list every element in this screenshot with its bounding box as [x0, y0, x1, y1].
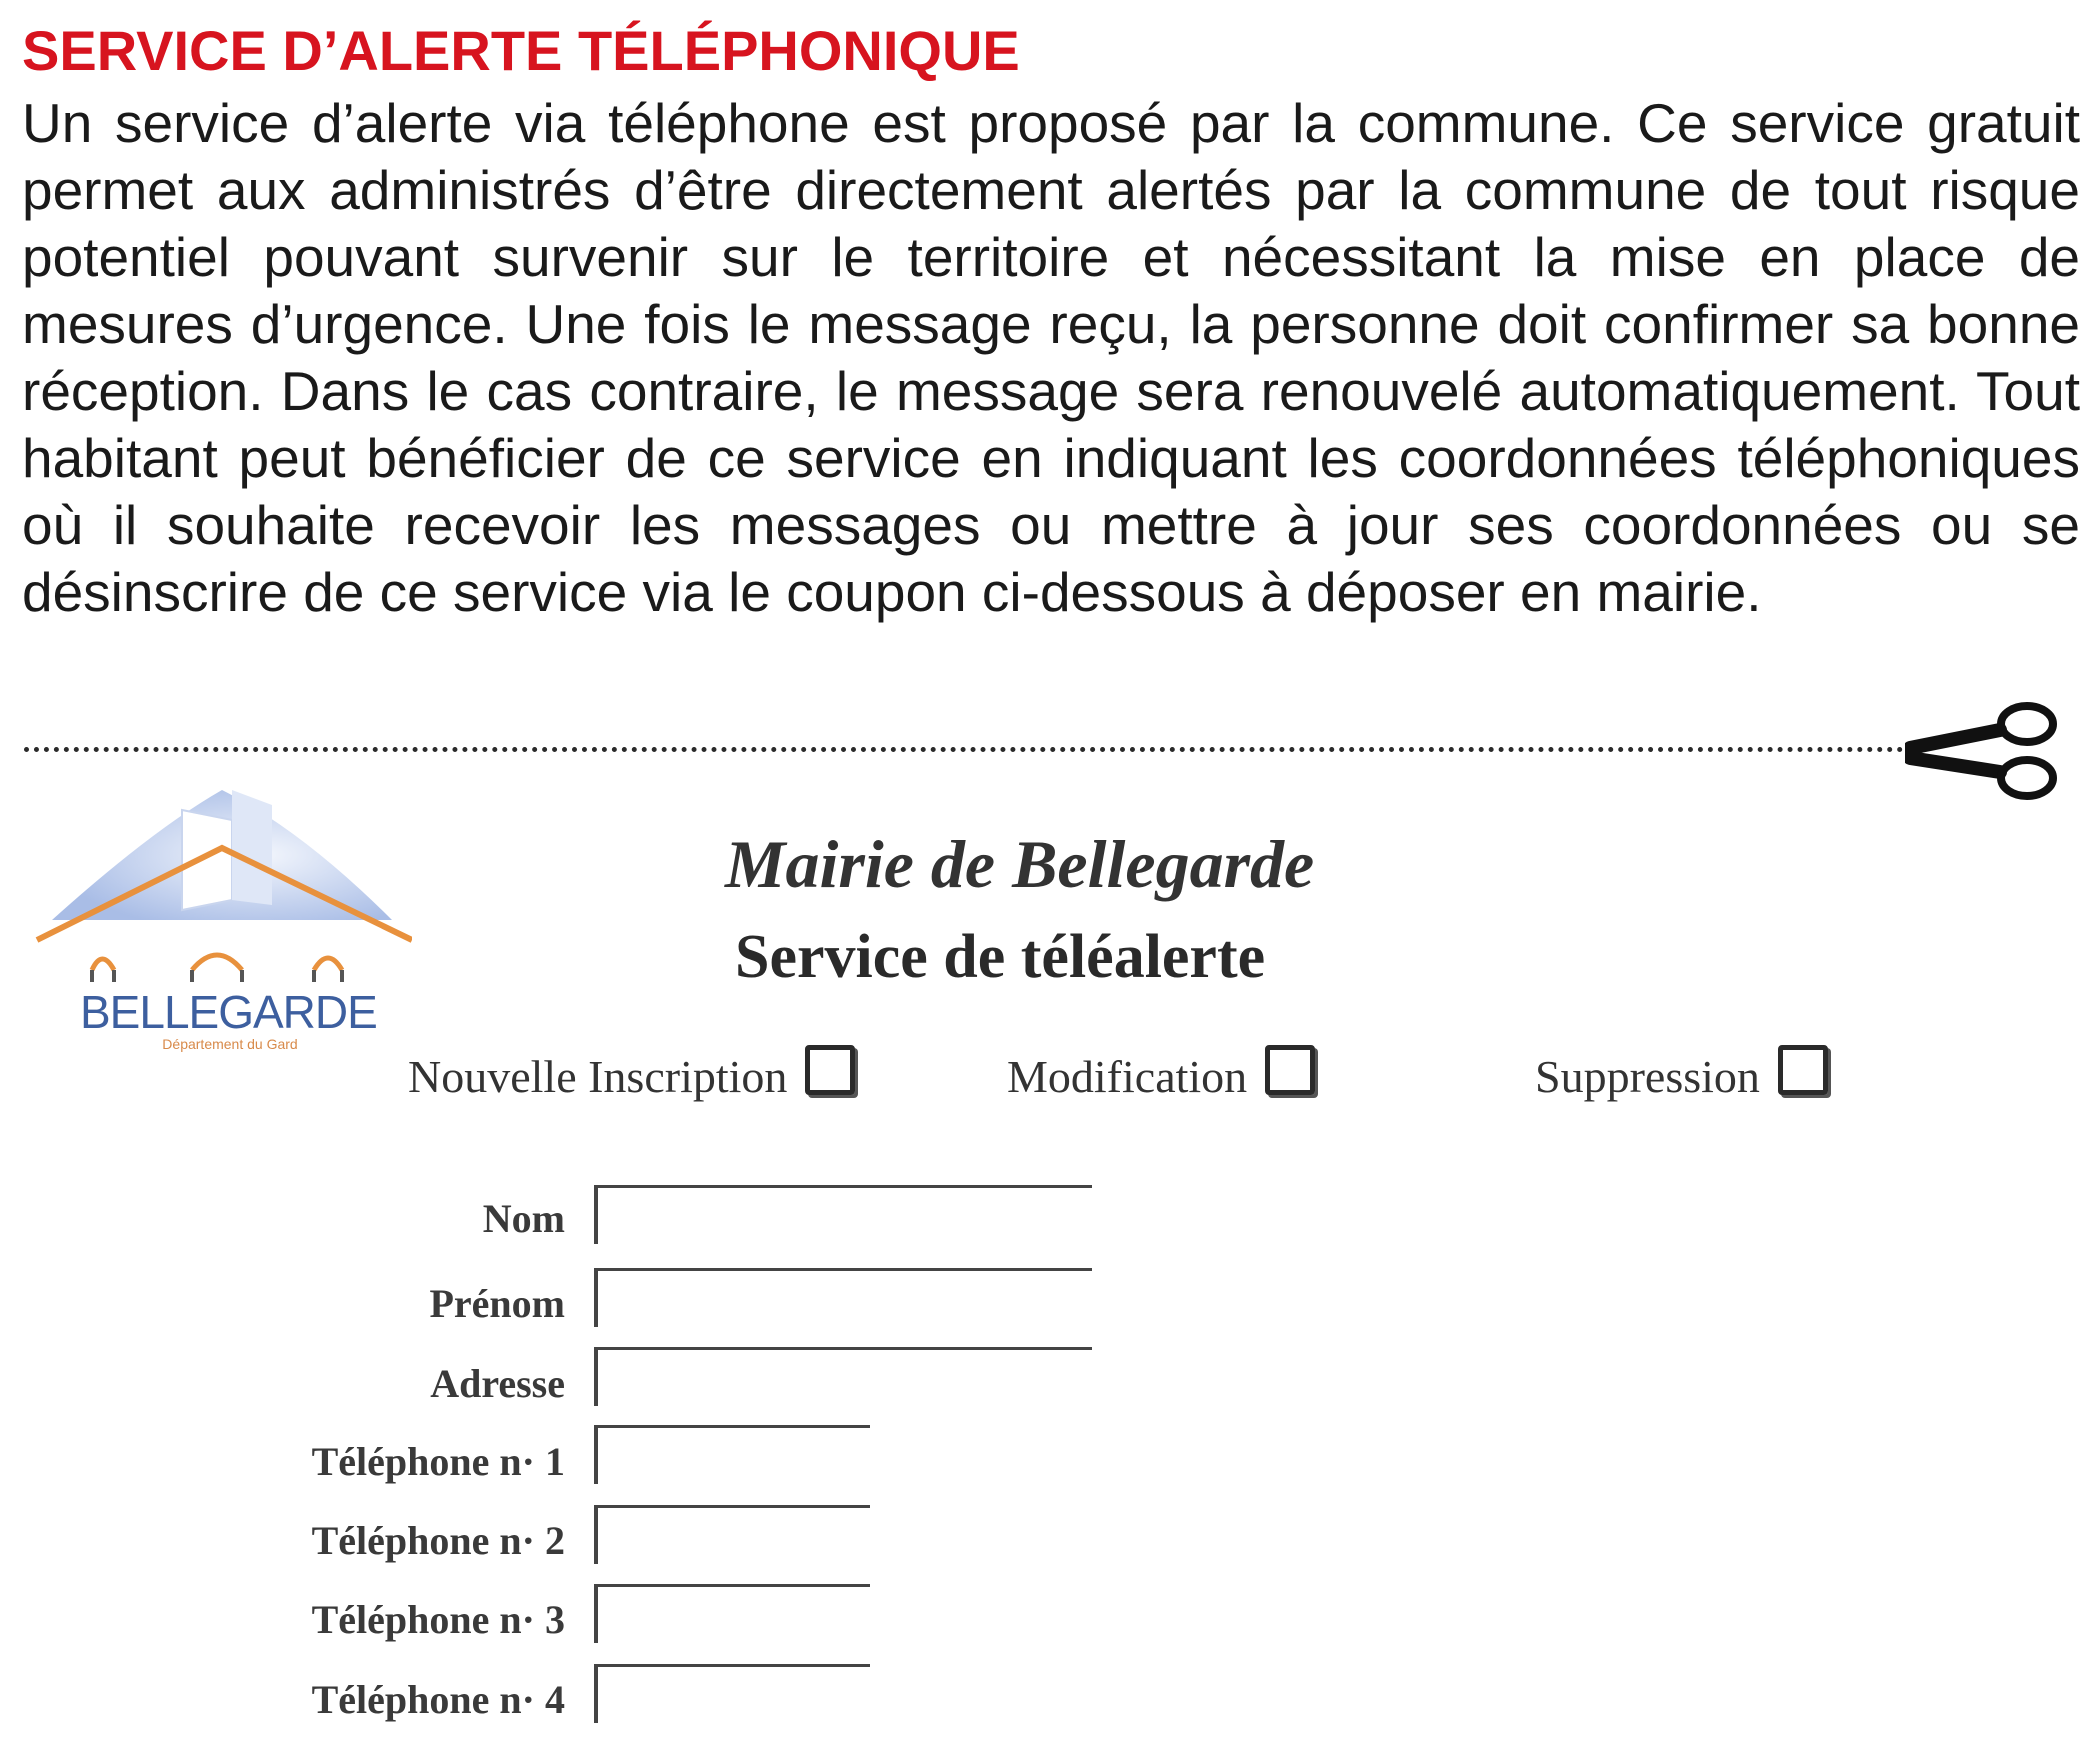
logo-name: BELLEGARDE — [80, 986, 377, 1038]
checkbox-icon[interactable] — [1778, 1045, 1828, 1095]
prenom-field[interactable] — [594, 1268, 1092, 1327]
field-label-telephone-2: Téléphone n· 2 — [311, 1518, 565, 1563]
telephone-3-field[interactable] — [594, 1584, 870, 1643]
field-label-nom: Nom — [482, 1196, 565, 1241]
option-new-registration[interactable] — [408, 1045, 855, 1103]
checkbox-icon[interactable] — [805, 1045, 855, 1095]
field-label-telephone-3: Téléphone n· 3 — [311, 1597, 565, 1642]
adresse-field[interactable] — [594, 1347, 1092, 1406]
field-label-telephone-4: Téléphone n· 4 — [311, 1677, 565, 1722]
logo-subtitle: Département du Gard — [162, 1036, 298, 1052]
cut-line — [24, 747, 1924, 752]
telephone-4-field[interactable] — [594, 1664, 870, 1723]
option-modification[interactable] — [1007, 1045, 1315, 1103]
option-label: Modification — [1007, 1051, 1248, 1102]
telephone-2-field[interactable] — [594, 1505, 870, 1564]
checkbox-icon[interactable] — [1265, 1045, 1315, 1095]
article-title: SERVICE D’ALERTE TÉLÉPHONIQUE — [22, 19, 1020, 82]
scissors-icon — [1905, 700, 2065, 800]
field-label-telephone-1: Téléphone n· 1 — [311, 1439, 565, 1484]
option-label: Suppression — [1535, 1051, 1760, 1102]
field-label-prenom: Prénom — [429, 1281, 565, 1326]
coupon-subheading: Service de téléalerte — [735, 923, 1266, 991]
coupon-heading: Mairie de Bellegarde — [725, 826, 1315, 902]
field-label-adresse: Adresse — [430, 1361, 565, 1406]
option-deletion[interactable] — [1535, 1045, 1828, 1103]
article-body: Un service d’alerte via téléphone est proposé par la commune. Ce service gratuit permet aux administrés d’être directement alertés par la commune de tout risque potentiel pouvant survenir sur le territoire et nécessitant la mise en place de mesures d’urgence. Une fois le message reçu, la personne doit confirmer sa bonne réception. Dans le cas contraire, le message sera renouvelé automatiquement. Tout habitant peut bénéficier de ce service en indiquant les coordonnées téléphoniques où il souhaite recevoir les messages ou mettre à jour ses coordonnées ou se désinscrire de ce service via le coupon ci-dessous à déposer en mairie. — [22, 92, 2080, 623]
option-label: Nouvelle Inscription — [408, 1051, 788, 1102]
telephone-1-field[interactable] — [594, 1425, 870, 1484]
nom-field[interactable] — [594, 1185, 1092, 1244]
